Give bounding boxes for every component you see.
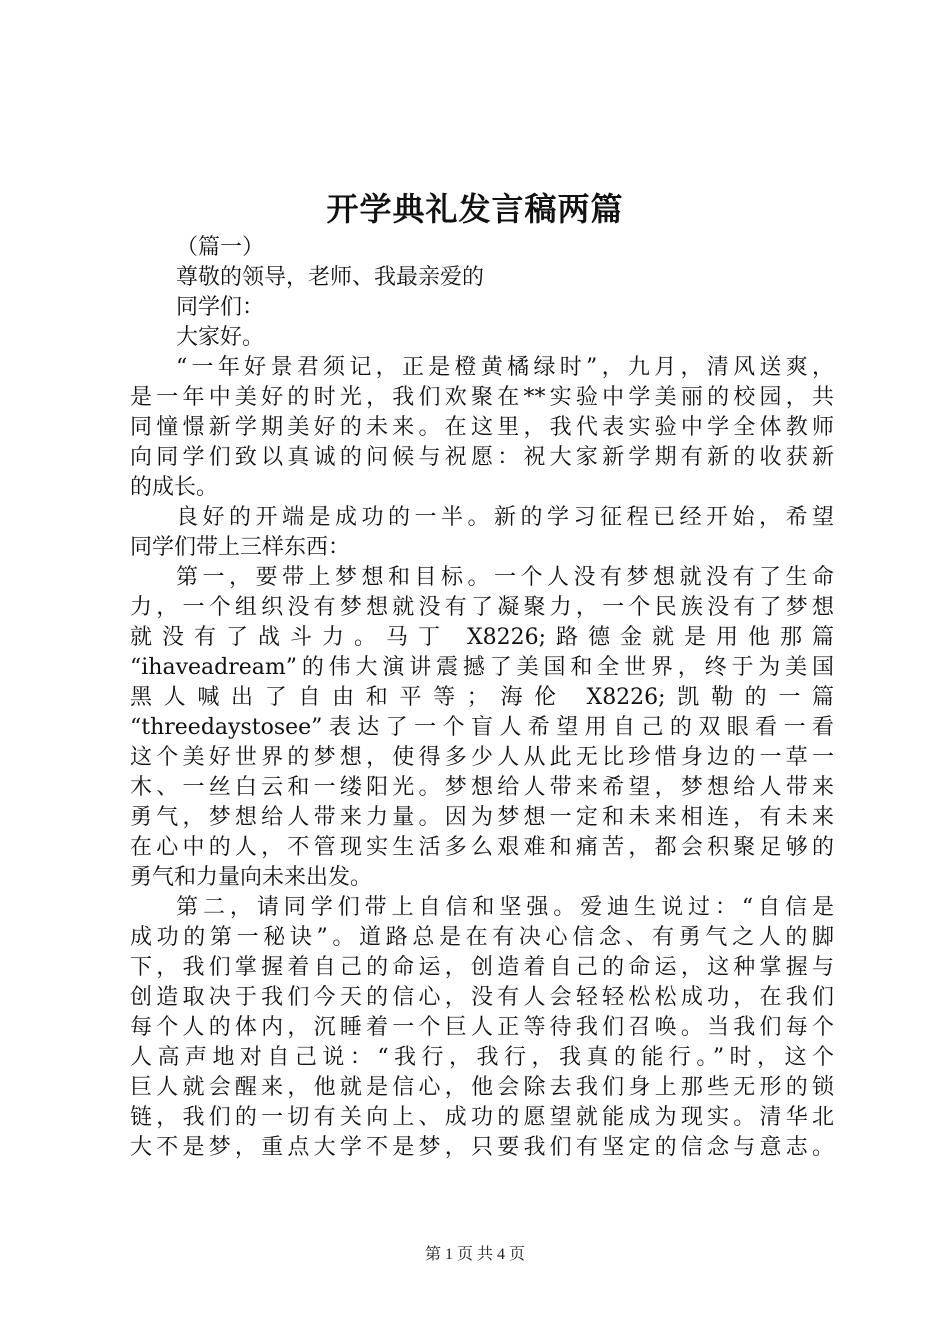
paragraph-line: 在心中的人，不管现实生活多么艰难和痛苦，都会积聚足够的 [130, 835, 834, 860]
salutation-line: 同学们： [176, 295, 265, 320]
paragraph-line: 巨人就会醒来，他就是信心，他会除去我们身上那些无形的锁 [130, 1075, 834, 1100]
section-heading: （篇一） [176, 235, 265, 260]
paragraph-line: 就没有了战斗力。马丁 X8226;路德金就是用他那篇 [130, 625, 834, 650]
page-number-footer: 第 1 页 共 4 页 [424, 1246, 525, 1263]
paragraph-line: 下，我们掌握着自己的命运，创造着自己的命运，这种掌握与 [130, 955, 834, 980]
paragraph-line: 勇气和力量向未来出发。 [130, 865, 373, 890]
greeting-line: 大家好。 [176, 325, 265, 350]
paragraph-line: 链，我们的一切有关向上、成功的愿望就能成为现实。清华北 [130, 1105, 834, 1130]
paragraph-line: “threedaystosee”表达了一个盲人希望用自己的双眼看一看 [130, 715, 834, 740]
paragraph-line: 向同学们致以真诚的问候与祝愿：祝大家新学期有新的收获新 [130, 445, 834, 470]
paragraph-line: 力，一个组织没有梦想就没有了凝聚力，一个民族没有了梦想 [130, 595, 834, 620]
paragraph-line: 同学们带上三样东西： [130, 535, 351, 560]
paragraph-line: “一年好景君须记，正是橙黄橘绿时”，九月，清风送爽， [176, 355, 834, 380]
paragraph-line: “ihaveadream”的伟大演讲震撼了美国和全世界，终于为美国 [130, 655, 834, 680]
paragraph-line: 创造取决于我们今天的信心，没有人会轻轻松松成功，在我们 [130, 985, 834, 1010]
paragraph-line: 大不是梦，重点大学不是梦，只要我们有坚定的信念与意志。 [130, 1135, 834, 1160]
paragraph-line: 人高声地对自己说：“我行，我行，我真的能行。”时，这个 [130, 1045, 834, 1070]
document-body [130, 233, 834, 1163]
paragraph-line: 这个美好世界的梦想，使得多少人从此无比珍惜身边的一草一 [130, 745, 834, 770]
paragraph-line: 黑人喊出了自由和平等；海伦 X8226;凯勒的一篇 [130, 685, 834, 710]
paragraph-line: 同憧憬新学期美好的未来。在这里，我代表实验中学全体教师 [130, 415, 834, 440]
paragraph-line: 木、一丝白云和一缕阳光。梦想给人带来希望，梦想给人带来 [130, 775, 834, 800]
salutation-line: 尊敬的领导，老师、我最亲爱的 [176, 265, 485, 290]
paragraph-line: 勇气，梦想给人带来力量。因为梦想一定和未来相连，有未来 [130, 805, 834, 830]
paragraph-line: 良好的开端是成功的一半。新的学习征程已经开始，希望 [176, 505, 834, 530]
paragraph-line: 是一年中美好的时光，我们欢聚在**实验中学美丽的校园，共 [130, 385, 834, 410]
document-title: 开学典礼发言稿两篇 [326, 190, 624, 228]
paragraph-line: 成功的第一秘诀”。道路总是在有决心信念、有勇气之人的脚 [130, 925, 834, 950]
paragraph-line: 第二，请同学们带上自信和坚强。爱迪生说过：“自信是 [176, 895, 834, 920]
paragraph-line: 的成长。 [130, 475, 219, 500]
paragraph-line: 每个人的体内，沉睡着一个巨人正等待我们召唤。当我们每个 [130, 1015, 834, 1040]
paragraph-line: 第一，要带上梦想和目标。一个人没有梦想就没有了生命 [176, 565, 834, 590]
